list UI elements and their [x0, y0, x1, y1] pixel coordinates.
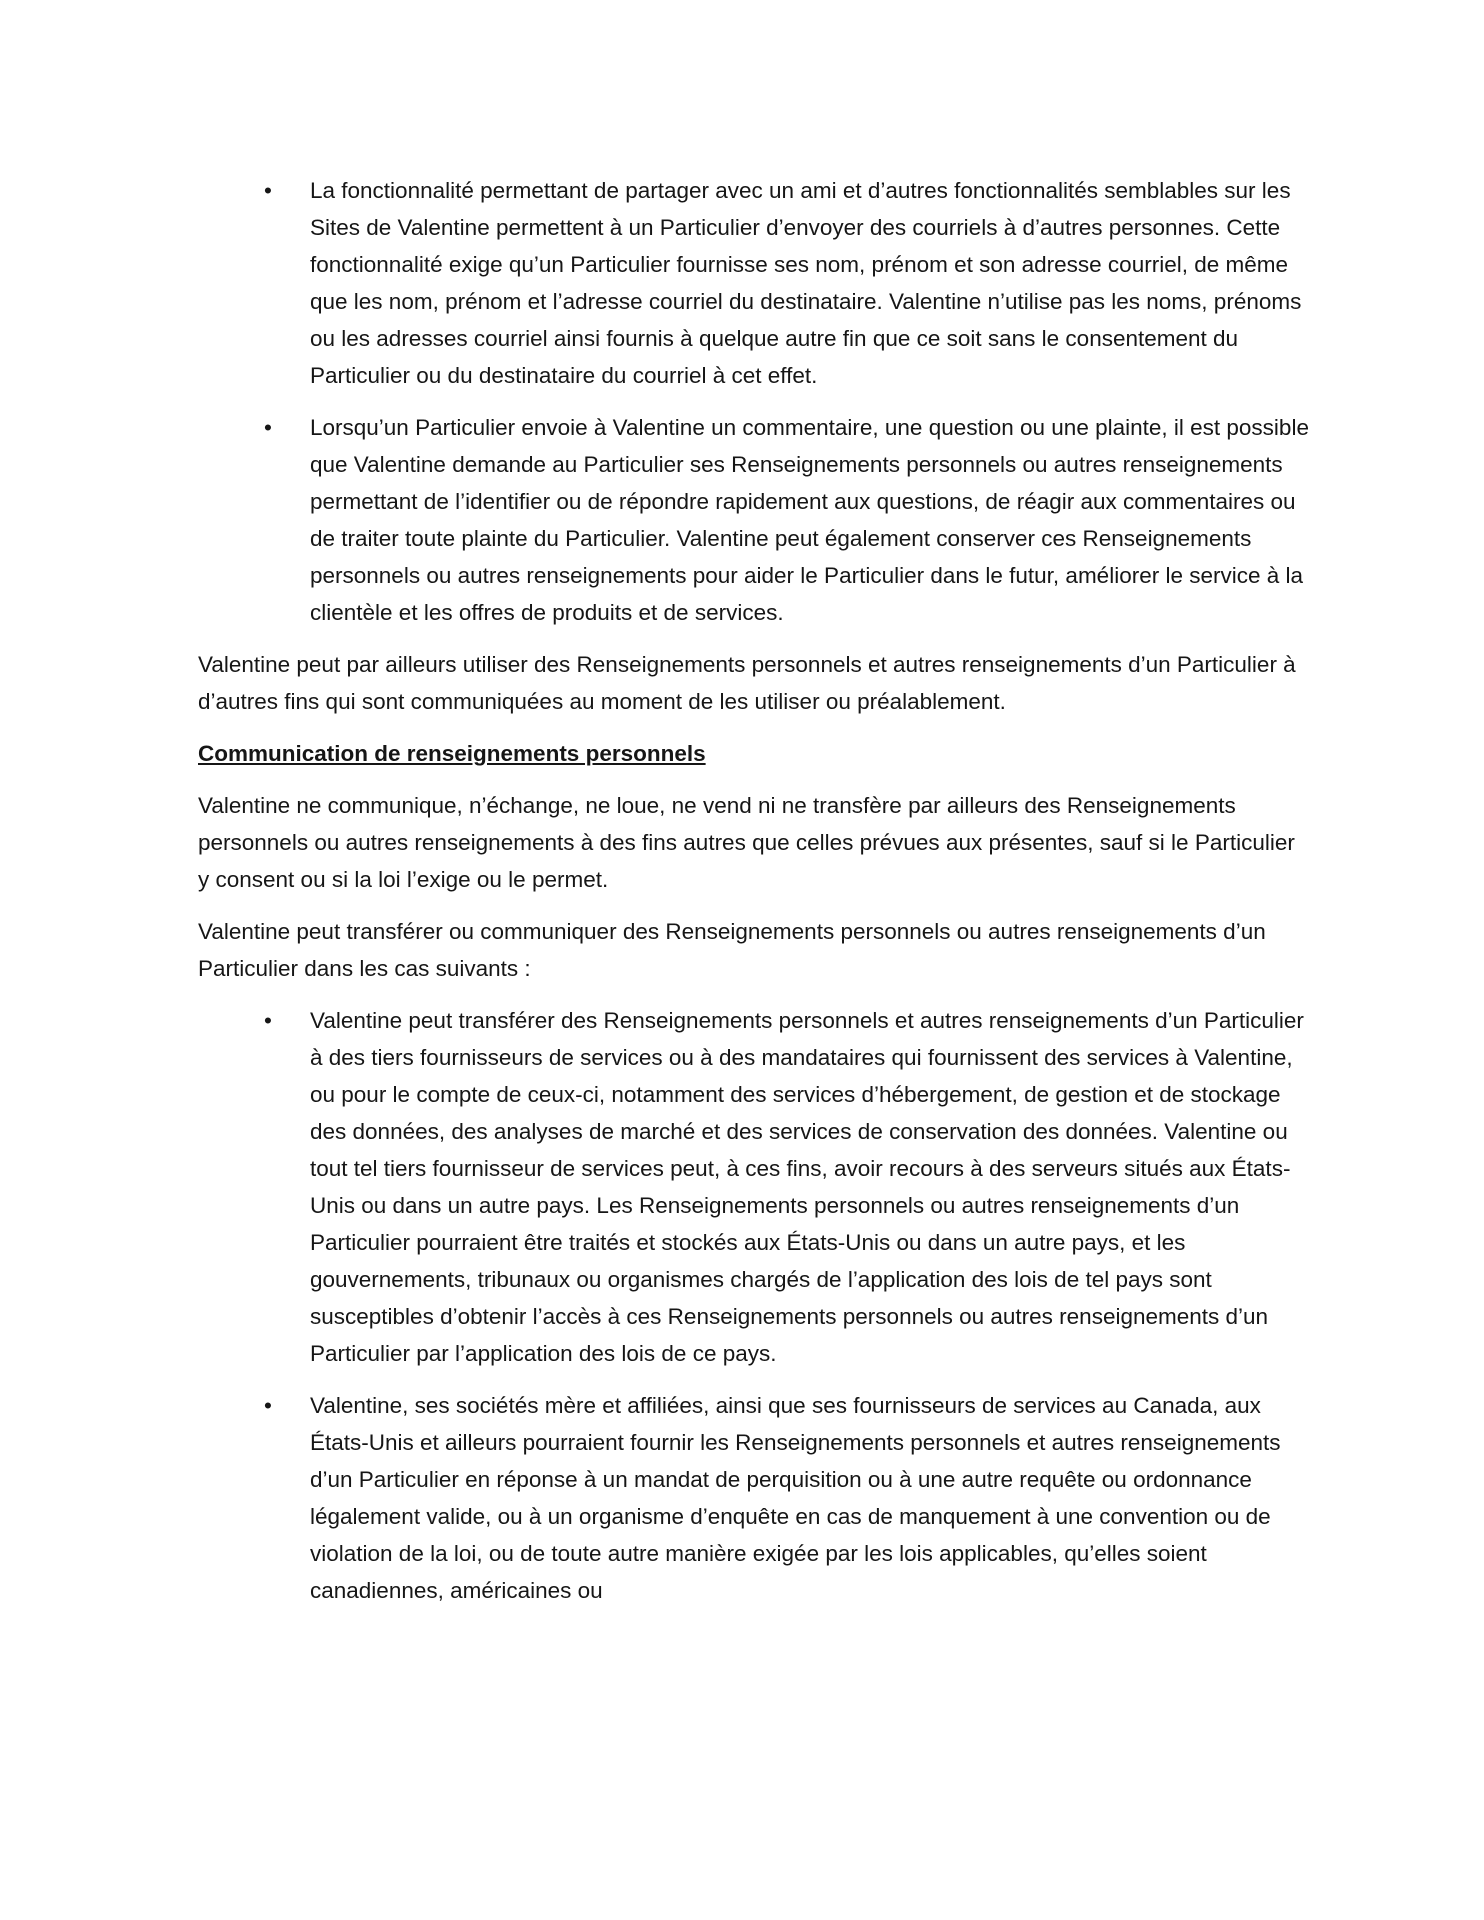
list-item — [198, 172, 1312, 394]
paragraph-other-purposes: Valentine peut par ailleurs utiliser des Renseignements personnels et autres renseignements d’un Particulier à d’autres fins qui sont communiquées au moment de les utiliser ou préalablement. — [198, 652, 1296, 714]
paragraph-no-sharing: Valentine ne communique, n’échange, ne loue, ne vend ni ne transfère par ailleurs des Renseignements personnels ou autres renseignements à des fins autres que celles prévues aux présentes, sauf si le Particulier y consent ou si la loi l’exige ou le permet. — [198, 793, 1295, 892]
bullet-marker: • — [264, 1393, 272, 1418]
bullet-marker: • — [264, 415, 272, 440]
bullet-text: Lorsqu’un Particulier envoie à Valentine un commentaire, une question ou une plainte, il est possible que Valentine demande au Particulier ses Renseignements personnels ou autres renseignements permettant de l’identifier ou de répondre rapidement aux questions, de réagir aux commentaires ou de traiter toute plainte du Particulier. Valentine peut également conserver ces Renseignements personnels ou autres renseignements pour aider le Particulier dans le futur, améliorer le service à la clientèle et les offres de produits et de services. — [310, 415, 1309, 625]
bullet-text: Valentine, ses sociétés mère et affiliées, ainsi que ses fournisseurs de services au Canada, aux États-Unis et ailleurs pourraient fournir les Renseignements personnels et autres renseignements d’un Particulier en réponse à un mandat de perquisition ou à une autre requête ou ordonnance légalement valide, ou à un organisme d’enquête en cas de manquement à une convention ou de violation de la loi, ou de toute autre manière exigée par les lois applicables, qu’elles soient canadiennes, américaines ou — [310, 1393, 1281, 1603]
list-item — [198, 1387, 1312, 1609]
bullet-list-bottom — [198, 1002, 1312, 1609]
list-item — [198, 409, 1312, 631]
bullet-marker: • — [264, 178, 272, 203]
bullet-text: La fonctionnalité permettant de partager avec un ami et d’autres fonctionnalités semblables sur les Sites de Valentine permettent à un Particulier d’envoyer des courriels à d’autres personnes. Cette fonctionnalité exige qu’un Particulier fournisse ses nom, prénom et son adresse courriel, de même que les nom, prénom et l’adresse courriel du destinataire. Valentine n’utilise pas les noms, prénoms ou les adresses courriel ainsi fournis à quelque autre fin que ce soit sans le consentement du Particulier ou du destinataire du courriel à cet effet. — [310, 178, 1302, 388]
paragraph-transfer-intro: Valentine peut transférer ou communiquer des Renseignements personnels ou autres renseignements d’un Particulier dans les cas suivants : — [198, 919, 1266, 981]
bullet-list-top — [198, 172, 1312, 631]
list-item — [198, 1002, 1312, 1372]
section-heading-communication: Communication de renseignements personnels — [198, 741, 706, 766]
bullet-text: Valentine peut transférer des Renseignements personnels et autres renseignements d’un Particulier à des tiers fournisseurs de services ou à des mandataires qui fournissent des services à Valentine, ou pour le compte de ceux-ci, notamment des services d’hébergement, de gestion et de stockage des données, des analyses de marché et des services de conservation des données. Valentine ou tout tel tiers fournisseur de services peut, à ces fins, avoir recours à des serveurs situés aux États-Unis ou dans un autre pays. Les Renseignements personnels ou autres renseignements d’un Particulier pourraient être traités et stockés aux États-Unis ou dans un autre pays, et les gouvernements, tribunaux ou organismes chargés de l’application des lois de tel pays sont susceptibles d’obtenir l’accès à ces Renseignements personnels ou autres renseignements d’un Particulier par l’application des lois de ce pays. — [310, 1008, 1304, 1366]
bullet-marker: • — [264, 1008, 272, 1033]
